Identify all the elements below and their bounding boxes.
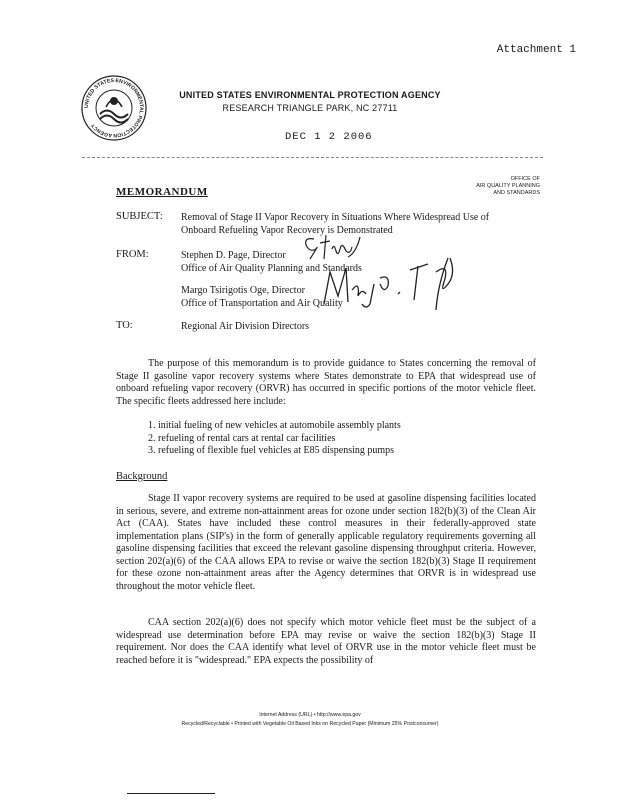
agency-address: RESEARCH TRIANGLE PARK, NC 27711 bbox=[222, 103, 398, 113]
memo-date-stamp: DEC 1 2 2006 bbox=[285, 131, 373, 143]
background-paragraph-1 bbox=[116, 493, 536, 593]
list-item: 3. refueling of flexible fuel vehicles at E85 dispensing pumps bbox=[148, 445, 395, 456]
para1-text: Stage II vapor recovery systems are required to be used at gasoline dispensing facilities located in serious, severe, and extreme non-attainment areas for ozone under section 182(b)(3) of the Clean Air Act (CAA). States have included these control measures in their federally-approved state implementation plans (SIP's) in the form of generally applicable regulatory requirements governing all gasoline dispensing facilities that exceed the relevant gasoline dispensing throughput criteria. However, section 202(a)(6) of the CAA allows EPA to revise or waive the section 182(b)(3) Stage II requirement for these ozone non-attainment areas after the Agency determines that ORVR is in widespread use throughout the motor vehicle fleet. bbox=[116, 493, 536, 592]
seal-text: UNITED STATES ENVIRONMENTAL PROTECTION AGENCY bbox=[83, 77, 145, 139]
to-label: TO: bbox=[116, 320, 133, 331]
intro-text: The purpose of this memorandum is to provide guidance to States concerning the removal of Stage II gasoline vapor recovery systems where States demonstrate to EPA that widespread use of onboard refueling vapor recovery (ORVR) has occurred in specific portions of the motor vehicle fleet. The specific fleets addressed here include: bbox=[116, 358, 536, 407]
subject-label: SUBJECT: bbox=[116, 211, 163, 222]
footer-recycled: Recycled/Recyclable • Printed with Vegetable Oil Based Inks on Recycled Paper (Minimum 25% Postconsumer) bbox=[181, 721, 439, 727]
footer-rule bbox=[127, 793, 215, 794]
from-label: FROM: bbox=[116, 249, 149, 260]
background-heading: Background bbox=[116, 471, 168, 482]
para2-text: CAA section 202(a)(6) does not specify which motor vehicle fleet must be the subject of a widespread use determination before EPA may revise or waive the section 182(b)(3) Stage II requirement. Nor does the CAA identify what level of ORVR use in the motor vehicle fleet must be reached before it is "widespread." EPA expects the possibility of bbox=[116, 617, 536, 666]
fleet-list bbox=[148, 420, 401, 458]
header-divider bbox=[82, 157, 543, 158]
office-line-2: AIR QUALITY PLANNING bbox=[476, 183, 540, 189]
subject-line-1: Removal of Stage II Vapor Recovery in Situations Where Widespread Use of bbox=[181, 212, 490, 223]
office-block bbox=[450, 176, 540, 197]
svg-text:UNITED STATES ENVIRONMENTAL PR bbox=[84, 78, 144, 138]
to-value: Regional Air Division Directors bbox=[181, 321, 310, 332]
attachment-label: Attachment 1 bbox=[496, 44, 576, 56]
subject-line-2: Onboard Refueling Vapor Recovery is Demonstrated bbox=[181, 224, 393, 236]
office-line-1: OFFICE OF bbox=[510, 176, 540, 182]
from-2-office: Office of Transportation and Air Quality bbox=[181, 297, 343, 309]
background-paragraph-2 bbox=[116, 617, 536, 667]
signature-oge bbox=[318, 254, 458, 312]
intro-paragraph bbox=[116, 358, 536, 408]
agency-name: UNITED STATES ENVIRONMENTAL PROTECTION AGENCY bbox=[179, 90, 441, 100]
memorandum-title: MEMORANDUM bbox=[116, 186, 208, 198]
list-item: 2. refueling of rental cars at rental car facilities bbox=[148, 432, 336, 444]
from-2-name: Margo Tsirigotis Oge, Director bbox=[181, 285, 305, 296]
list-item: 1. initial fueling of new vehicles at automobile assembly plants bbox=[148, 420, 401, 431]
from-1-office: Office of Air Quality Planning and Standards bbox=[181, 262, 362, 274]
office-line-3: AND STANDARDS bbox=[493, 190, 540, 196]
epa-seal-icon bbox=[80, 74, 148, 142]
from-1-name: Stephen D. Page, Director bbox=[181, 250, 286, 261]
footer-url: Internet Address (URL) • http://www.epa.gov bbox=[259, 712, 361, 718]
